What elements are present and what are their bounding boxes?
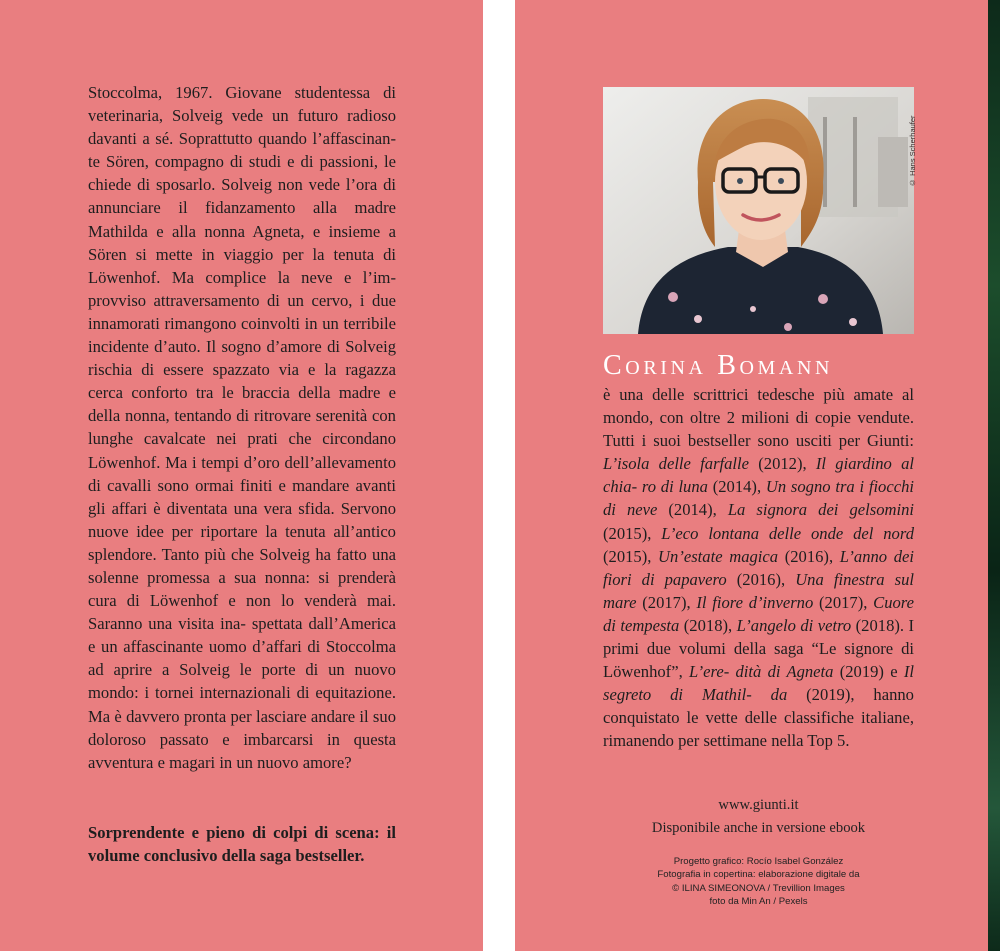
book-title: Una finestra sul mare bbox=[603, 569, 914, 612]
ebook-availability-note: Disponibile anche in versione ebook bbox=[651, 820, 866, 836]
book-title: L’isola delle farfalle bbox=[603, 454, 750, 474]
blurb-line: spettata dall’America e un affascinante bbox=[88, 614, 396, 657]
book-title: L’eco bbox=[661, 523, 699, 543]
blurb-line: davanti a sé. Soprattutto quando l’affascinan- bbox=[88, 129, 396, 149]
bio-text: (2019) e bbox=[833, 662, 904, 682]
author-bio bbox=[603, 383, 914, 753]
book-title: Il giardino al chia- bbox=[603, 454, 914, 497]
book-title: d’inverno bbox=[748, 592, 814, 612]
book-title: Il segreto di Mathil- bbox=[603, 662, 914, 705]
book-title: dità di Agneta bbox=[735, 662, 834, 682]
blurb-line: Solveig le porte di un nuovo mondo: i tornei bbox=[88, 660, 396, 703]
bio-text: (2015), bbox=[603, 523, 662, 543]
blurb-line: te Sören, compagno di studi e di passioni, le bbox=[88, 152, 396, 172]
bio-text: mondo, con oltre 2 milioni di copie vendute. bbox=[603, 408, 914, 428]
blurb-line: internazionali di equitazione. Ma è davvero bbox=[88, 683, 396, 726]
bio-text: (2017), bbox=[636, 592, 697, 612]
bio-line bbox=[603, 431, 914, 450]
blurb-line: Mathilda e alla nonna Agneta, e insieme a bbox=[88, 221, 396, 241]
blurb-line: magari in un nuovo amore? bbox=[169, 752, 352, 772]
blurb-line: passato e imbarcarsi in questa avventura e bbox=[88, 729, 397, 772]
book-tagline bbox=[88, 821, 396, 867]
book-title: lontana delle onde del nord bbox=[708, 523, 914, 543]
bio-line bbox=[603, 385, 914, 404]
tagline-line: volume conclusivo della saga bestseller. bbox=[88, 846, 365, 866]
bio-text: (2016), bbox=[778, 546, 840, 566]
bio-text: (2015), bbox=[603, 546, 659, 566]
book-title: Cuore di tempesta bbox=[603, 592, 914, 635]
book-title: L’ere- bbox=[688, 662, 730, 682]
author-photo bbox=[603, 87, 914, 334]
book-title: Un’estate bbox=[658, 546, 723, 566]
blurb-line: la tenuta all’antico splendore. Tanto più che bbox=[88, 521, 396, 564]
book-title: da bbox=[770, 685, 788, 705]
bio-text: (2014), bbox=[707, 477, 766, 497]
blurb-line: innamorati rimangono coinvolti in un bbox=[88, 313, 339, 333]
bio-text: (2018). I primi due volumi bbox=[603, 615, 915, 659]
bio-text: (2018), bbox=[679, 615, 733, 635]
blurb-line: Stoccolma, 1967. Giovane studentessa di bbox=[88, 83, 396, 102]
book-title: Un sogno tra i fiocchi di neve bbox=[603, 477, 914, 520]
bio-text: (2019), hanno conquistato le vette delle bbox=[603, 685, 914, 728]
book-title: magica bbox=[729, 546, 779, 566]
bio-text: (2017), bbox=[813, 592, 874, 612]
blurb-line: veterinaria, Solveig vede un futuro radioso bbox=[88, 106, 396, 126]
blurb-line: provviso attraversamento di un cervo, i due bbox=[88, 290, 396, 310]
bio-text: nella Top 5. bbox=[771, 731, 850, 751]
blurb-line: annunciare il fidanzamento alla madre bbox=[88, 198, 396, 218]
tagline-line: Sorprendente e pieno di colpi di scena: il bbox=[88, 823, 396, 842]
blurb-line: chiede di sposarlo. Solveig non vede l’ora di bbox=[88, 175, 396, 195]
blurb-line: nonna: si prenderà cura di Löwenhof e non bbox=[88, 567, 396, 611]
publisher-website[interactable]: www.giunti.it bbox=[718, 797, 799, 813]
blurb-line: lo venderà mai. Saranno una visita ina- bbox=[88, 591, 396, 634]
blurb-line: pronta per lasciare andare il suo doloroso bbox=[88, 706, 396, 749]
credit-line: foto da Min An / Pexels bbox=[709, 896, 808, 908]
page-gutter bbox=[483, 0, 515, 951]
book-blurb bbox=[88, 81, 396, 774]
credit-line: © ILINA SIMEONOVA / Trevillion Images bbox=[672, 882, 845, 894]
blurb-line: uomo d’affari di Stoccolma ad aprire a bbox=[88, 637, 396, 680]
blurb-line: Sören si mette in viaggio per la tenuta di bbox=[88, 244, 396, 264]
bio-text: è una delle scrittrici tedesche più amate al bbox=[603, 385, 914, 404]
bio-line bbox=[771, 731, 849, 750]
blurb-line: vera sfida. Servono nuove idee per riportare bbox=[88, 498, 397, 541]
blurb-line: madre e della nonna, tentando di ritrovare bbox=[88, 383, 397, 426]
bio-text: (2014), bbox=[668, 500, 728, 520]
bio-text: Tutti i suoi bestseller sono usciti per Giunti: bbox=[603, 431, 914, 451]
book-title: Il fiore bbox=[696, 592, 743, 612]
bio-text: (2016), bbox=[736, 569, 796, 589]
book-title: L’anno dei fiori di papavero bbox=[603, 546, 915, 589]
bio-text: (2012), bbox=[749, 454, 816, 474]
blurb-line: circondano Löwenhof. Ma i tempi d’oro bbox=[88, 429, 396, 472]
blurb-line: dell’allevamento di cavalli sono ormai finiti bbox=[88, 452, 397, 495]
blurb-line: di Solveig rischia di essere spazzato via e la bbox=[88, 337, 397, 380]
blurb-line: ragazza cerca conforto tra le braccia della bbox=[88, 360, 396, 403]
book-title: ro di luna bbox=[641, 477, 708, 497]
bio-line bbox=[603, 408, 914, 427]
book-title: L’angelo di vetro bbox=[736, 615, 852, 635]
design-credits bbox=[603, 855, 914, 909]
credit-line: Fotografia in copertina: elaborazione digitale da bbox=[657, 869, 860, 881]
bio-text: della saga “Le signore di Löwenhof”, bbox=[603, 639, 914, 682]
blurb-line: Löwenhof. Ma complice la neve e l’im- bbox=[88, 267, 396, 287]
author-name: Corina Bomann bbox=[603, 350, 834, 381]
bio-text: classifiche italiane, rimanendo per settimane bbox=[603, 708, 914, 751]
blurb-line: Solveig ha fatto una solenne promessa a sua bbox=[88, 544, 396, 587]
photo-credit: © Hans Scherhaufer bbox=[908, 115, 917, 187]
blurb-line: terribile incidente d’auto. Il sogno d’amore bbox=[88, 313, 396, 357]
blurb-line: e mandare avanti gli affari è diventata una bbox=[88, 475, 396, 518]
cover-edge-strip bbox=[988, 0, 1000, 951]
credit-line: Progetto grafico: Rocío Isabel González bbox=[673, 856, 844, 867]
blurb-line: serenità con lunghe cavalcate nei prati che bbox=[88, 406, 396, 449]
book-title: La signora dei gelsomini bbox=[727, 500, 914, 520]
